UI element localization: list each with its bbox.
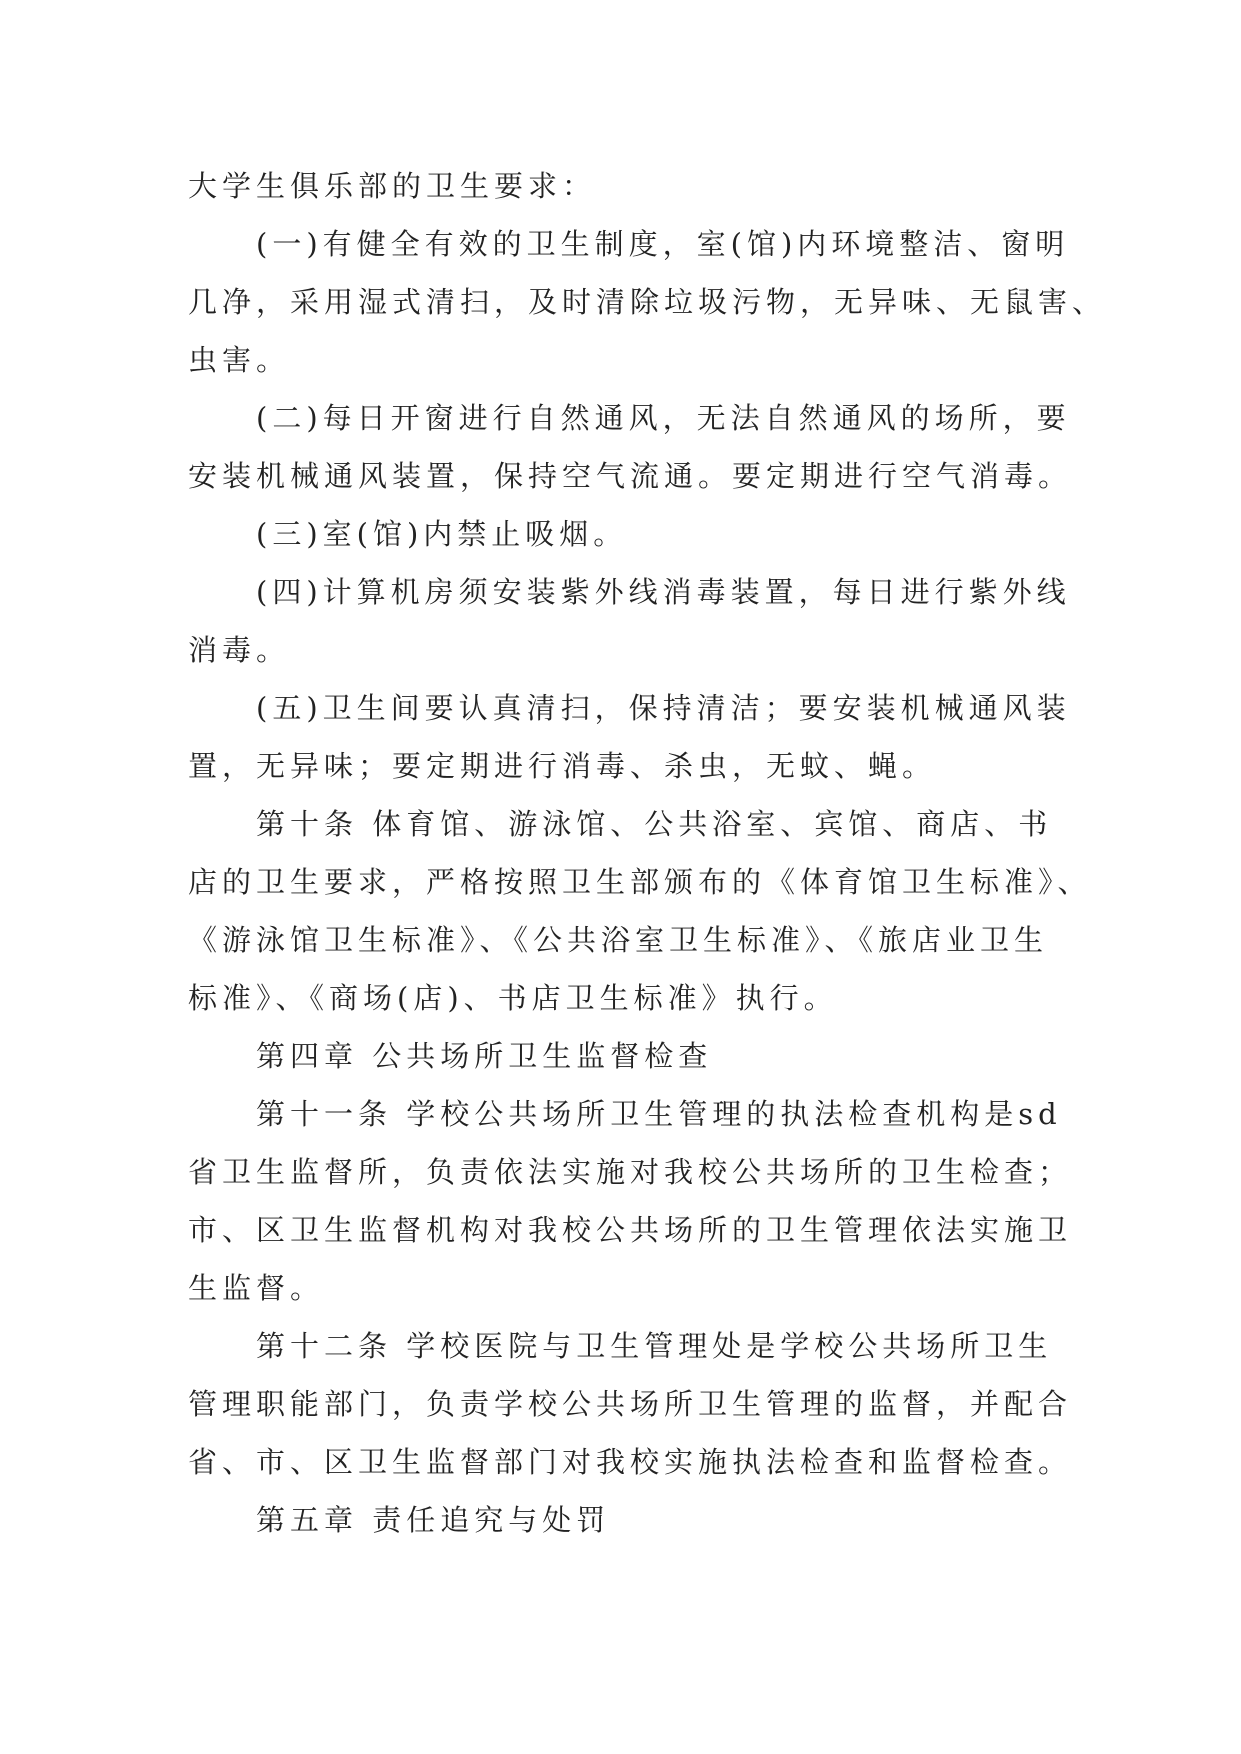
paragraph-line: 安装机械通风装置，保持空气流通。要定期进行空气消毒。 (188, 459, 1073, 493)
paragraph-line: 虫害。 (188, 343, 291, 377)
paragraph-line: 第十条 体育馆、游泳馆、公共浴室、宾馆、商店、书 (256, 807, 1053, 841)
paragraph-line: 管理职能部门，负责学校公共场所卫生管理的监督，并配合 (188, 1387, 1073, 1421)
paragraph-line: (五)卫生间要认真清扫，保持清洁；要安装机械通风装 (256, 691, 1071, 725)
paragraph-line: 置，无异味；要定期进行消毒、杀虫，无蚊、蝇。 (188, 749, 937, 783)
paragraph-line: (三)室(馆)内禁止吸烟。 (256, 517, 628, 551)
paragraph-line: 省卫生监督所，负责依法实施对我校公共场所的卫生检查； (188, 1155, 1073, 1189)
paragraph-line: 消毒。 (188, 633, 291, 667)
paragraph-line: 几净，采用湿式清扫，及时清除垃圾污物，无异味、无鼠害、 (188, 285, 1107, 319)
paragraph-line: (二)每日开窗进行自然通风，无法自然通风的场所，要 (256, 401, 1071, 435)
chapter-heading: 第五章 责任追究与处罚 (256, 1503, 611, 1537)
paragraph-line: 店的卫生要求，严格按照卫生部颁布的《体育馆卫生标准》、 (188, 865, 1092, 899)
paragraph-line: (一)有健全有效的卫生制度，室(馆)内环境整洁、窗明 (256, 227, 1070, 261)
paragraph-line: 生监督。 (188, 1271, 325, 1305)
chapter-heading: 第四章 公共场所卫生监督检查 (256, 1039, 713, 1073)
paragraph-line: 第十二条 学校医院与卫生管理处是学校公共场所卫生 (256, 1329, 1053, 1363)
paragraph-line: 《游泳馆卫生标准》、《公共浴室卫生标准》、《旅店业卫生 (188, 923, 1049, 957)
paragraph-line: (四)计算机房须安装紫外线消毒装置，每日进行紫外线 (256, 575, 1071, 609)
paragraph-line: 标准》、《商场(店)、书店卫生标准》执行。 (188, 981, 838, 1015)
paragraph-line: 省、市、区卫生监督部门对我校实施执法检查和监督检查。 (188, 1445, 1073, 1479)
paragraph-line: 大学生俱乐部的卫生要求： (188, 169, 597, 203)
paragraph-line: 市、区卫生监督机构对我校公共场所的卫生管理依法实施卫 (188, 1213, 1073, 1247)
paragraph-line: 第十一条 学校公共场所卫生管理的执法检查机构是sd (256, 1097, 1062, 1131)
